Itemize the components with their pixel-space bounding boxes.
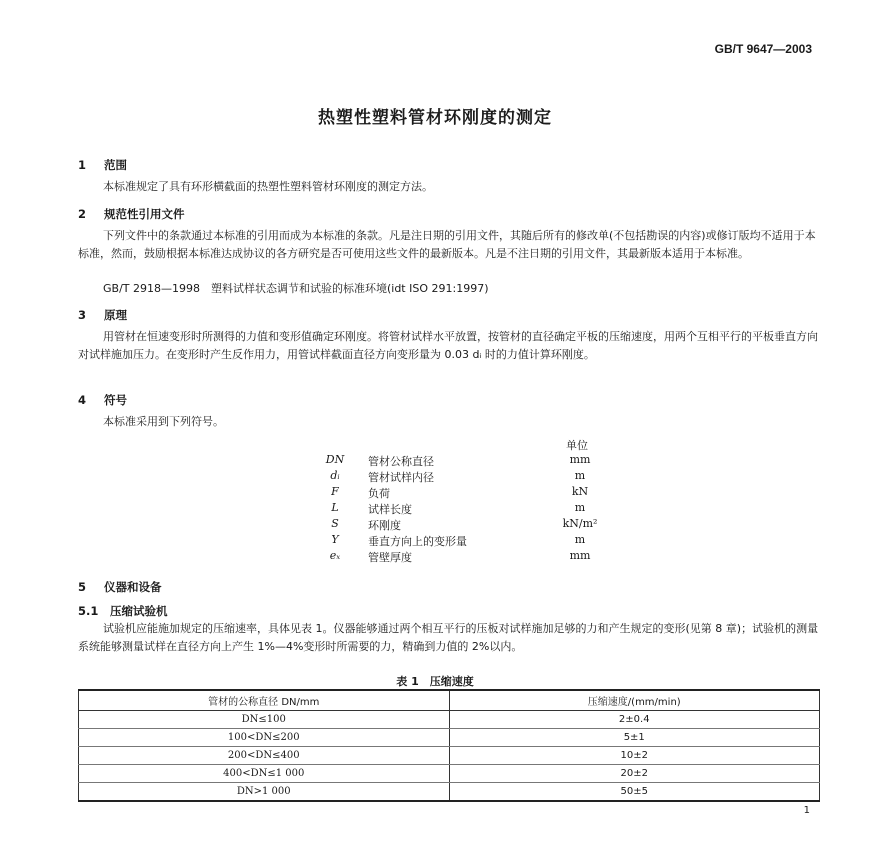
- section-1-heading: [78, 157, 127, 173]
- section-5-heading: [78, 579, 162, 595]
- table-cell: 2±0.4: [449, 711, 820, 729]
- symbol-row: [0, 549, 870, 566]
- section-4-heading: [78, 392, 127, 408]
- table-row: [79, 783, 820, 802]
- symbol-description: 环刚度: [368, 519, 401, 532]
- symbol-unit: mm: [569, 549, 591, 562]
- document-title: 热塑性塑料管材环刚度的测定: [318, 108, 552, 128]
- symbol-description: 管壁厚度: [368, 551, 412, 564]
- table-header-cell: 管材的公称直径 DN/mm: [79, 690, 450, 711]
- standard-number: GB/T 9647—2003: [714, 42, 812, 56]
- symbol: dᵢ: [330, 469, 340, 482]
- symbol: F: [331, 485, 339, 498]
- table-cell: 5±1: [449, 729, 820, 747]
- section-5-1-text: 试验机应能施加规定的压缩速率，具体见表 1。仪器能够通过两个相互平行的压板对试样施加足够的力和产生规定的变形(见第 8 章)；试验机的测量系统能够测量试样在直径方向上产生 1%—4%变形时所需要的力，精确到力值的 2%以内。: [78, 622, 819, 653]
- symbol: DN: [325, 453, 345, 466]
- table-header-cell: 压缩速度/(mm/min): [449, 690, 820, 711]
- symbol-description: 试样长度: [368, 503, 412, 516]
- symbol-unit: mm: [569, 453, 591, 466]
- symbol-unit: m: [574, 469, 586, 482]
- table-row: [79, 765, 820, 783]
- symbol-unit: kN: [571, 485, 589, 498]
- section-number: 4: [78, 393, 87, 407]
- section-title: 仪器和设备: [104, 580, 162, 594]
- symbol-row: [0, 485, 870, 502]
- normative-reference: GB/T 2918—1998 塑料试样状态调节和试验的标准环境(idt ISO 291:1997): [103, 282, 489, 295]
- symbol-row: [0, 517, 870, 534]
- section-title: 原理: [104, 308, 127, 322]
- section-3-heading: [78, 307, 127, 323]
- section-number: 5.1: [78, 604, 99, 618]
- page-number: 1: [803, 805, 810, 816]
- symbol: S: [331, 517, 339, 530]
- symbol-description: 负荷: [368, 487, 390, 500]
- table-row: [79, 747, 820, 765]
- section-number: 5: [78, 580, 87, 594]
- table-cell: 100<DN≤200: [79, 729, 450, 747]
- table-caption: 表 1 压缩速度: [396, 675, 474, 688]
- table-cell: 20±2: [449, 765, 820, 783]
- section-3-text: 用管材在恒速变形时所测得的力值和变形值确定环刚度。将管材试样水平放置，按管材的直径确定平板的压缩速度，用两个互相平行的平板垂直方向对试样施加压力。在变形时产生反作用力，用管试样截面直径方向变形量为 0.03 dᵢ 时的力值计算环刚度。: [78, 330, 818, 361]
- symbol: L: [331, 501, 339, 514]
- symbol: Y: [331, 533, 339, 546]
- table-cell: 200<DN≤400: [79, 747, 450, 765]
- table-cell: 50±5: [449, 783, 820, 802]
- symbol-row: [0, 533, 870, 550]
- symbol-unit: kN/m²: [562, 517, 598, 530]
- symbol-unit: m: [574, 501, 586, 514]
- section-2-heading: [78, 206, 185, 222]
- section-number: 1: [78, 158, 87, 172]
- symbol-unit: m: [574, 533, 586, 546]
- symbol-row: [0, 453, 870, 470]
- symbol-description: 管材试样内径: [368, 471, 434, 484]
- table-cell: 400<DN≤1 000: [79, 765, 450, 783]
- section-title: 压缩试验机: [110, 604, 168, 618]
- section-2-text: 下列文件中的条款通过本标准的引用而成为本标准的条款。凡是注日期的引用文件，其随后所有的修改单(不包括勘误的内容)或修订版均不适用于本标准，然而，鼓励根据本标准达成协议的各方研究是否可使用这些文件的最新版本。凡是不注日期的引用文件，其最新版本适用于本标准。: [78, 229, 816, 260]
- unit-column-header: 单位: [566, 439, 588, 452]
- section-1-text: 本标准规定了具有环形横截面的热塑性塑料管材环刚度的测定方法。: [103, 180, 433, 193]
- section-title: 范围: [104, 158, 127, 172]
- table-cell: DN>1 000: [79, 783, 450, 802]
- section-title: 符号: [104, 393, 127, 407]
- compression-speed-table: [78, 689, 820, 802]
- symbol-description: 管材公称直径: [368, 455, 434, 468]
- section-number: 2: [78, 207, 87, 221]
- table-header-row: [79, 690, 820, 711]
- symbol-description: 垂直方向上的变形量: [368, 535, 467, 548]
- section-5-1-heading: [78, 603, 168, 619]
- symbol: eₓ: [329, 549, 341, 562]
- table-cell: 10±2: [449, 747, 820, 765]
- table-row: [79, 711, 820, 729]
- symbol-row: [0, 501, 870, 518]
- table-row: [79, 729, 820, 747]
- section-number: 3: [78, 308, 87, 322]
- symbol-row: [0, 469, 870, 486]
- section-4-intro: 本标准采用到下列符号。: [103, 415, 224, 428]
- section-title: 规范性引用文件: [104, 207, 185, 221]
- table-cell: DN≤100: [79, 711, 450, 729]
